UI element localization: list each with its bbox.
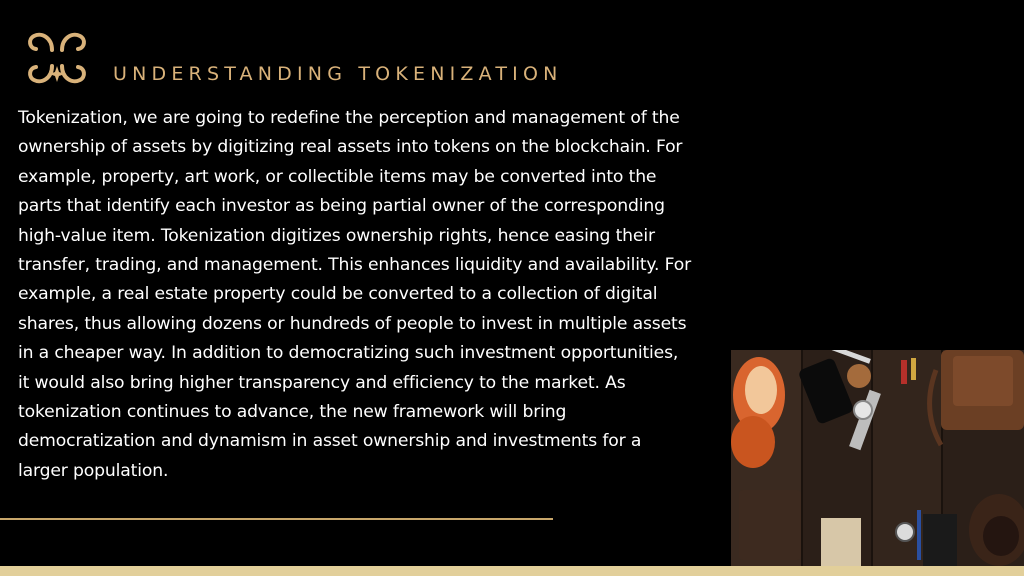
- bottom-accent-band: [0, 566, 1024, 576]
- body-line: it would also bring higher transparency and efficiency to the market. As: [18, 372, 626, 393]
- body-line: example, property, art work, or collectible items may be converted into the: [18, 166, 657, 187]
- body-line: transfer, trading, and management. This enhances liquidity and availability. For: [18, 255, 692, 276]
- body-line: in a cheaper way. In addition to democratizing such investment opportunities,: [18, 343, 679, 364]
- body-line: democratization and dynamism in asset ownership and investments for a: [18, 431, 642, 452]
- body-paragraph: [18, 104, 718, 486]
- body-line: example, a real estate property could be converted to a collection of digital: [18, 284, 658, 305]
- body-line: Tokenization, we are going to redefine the perception and management of the: [18, 108, 680, 128]
- body-line: shares, thus allowing dozens or hundreds of people to invest in multiple assets: [18, 313, 687, 334]
- divider-line: [0, 518, 553, 520]
- ornament-logo-icon: [26, 28, 88, 88]
- page-title: UNDERSTANDING TOKENIZATION: [113, 63, 563, 85]
- body-line: larger population.: [18, 460, 169, 481]
- body-line: tokenization continues to advance, the new framework will bring: [18, 402, 567, 423]
- body-line: ownership of assets by digitizing real assets into tokens on the blockchain. For: [18, 137, 683, 158]
- body-line: parts that identify each investor as being partial owner of the corresponding: [18, 196, 665, 217]
- flatlay-photo-icon: [731, 350, 1024, 566]
- body-line: high-value item. Tokenization digitizes ownership rights, hence easing their: [18, 225, 655, 246]
